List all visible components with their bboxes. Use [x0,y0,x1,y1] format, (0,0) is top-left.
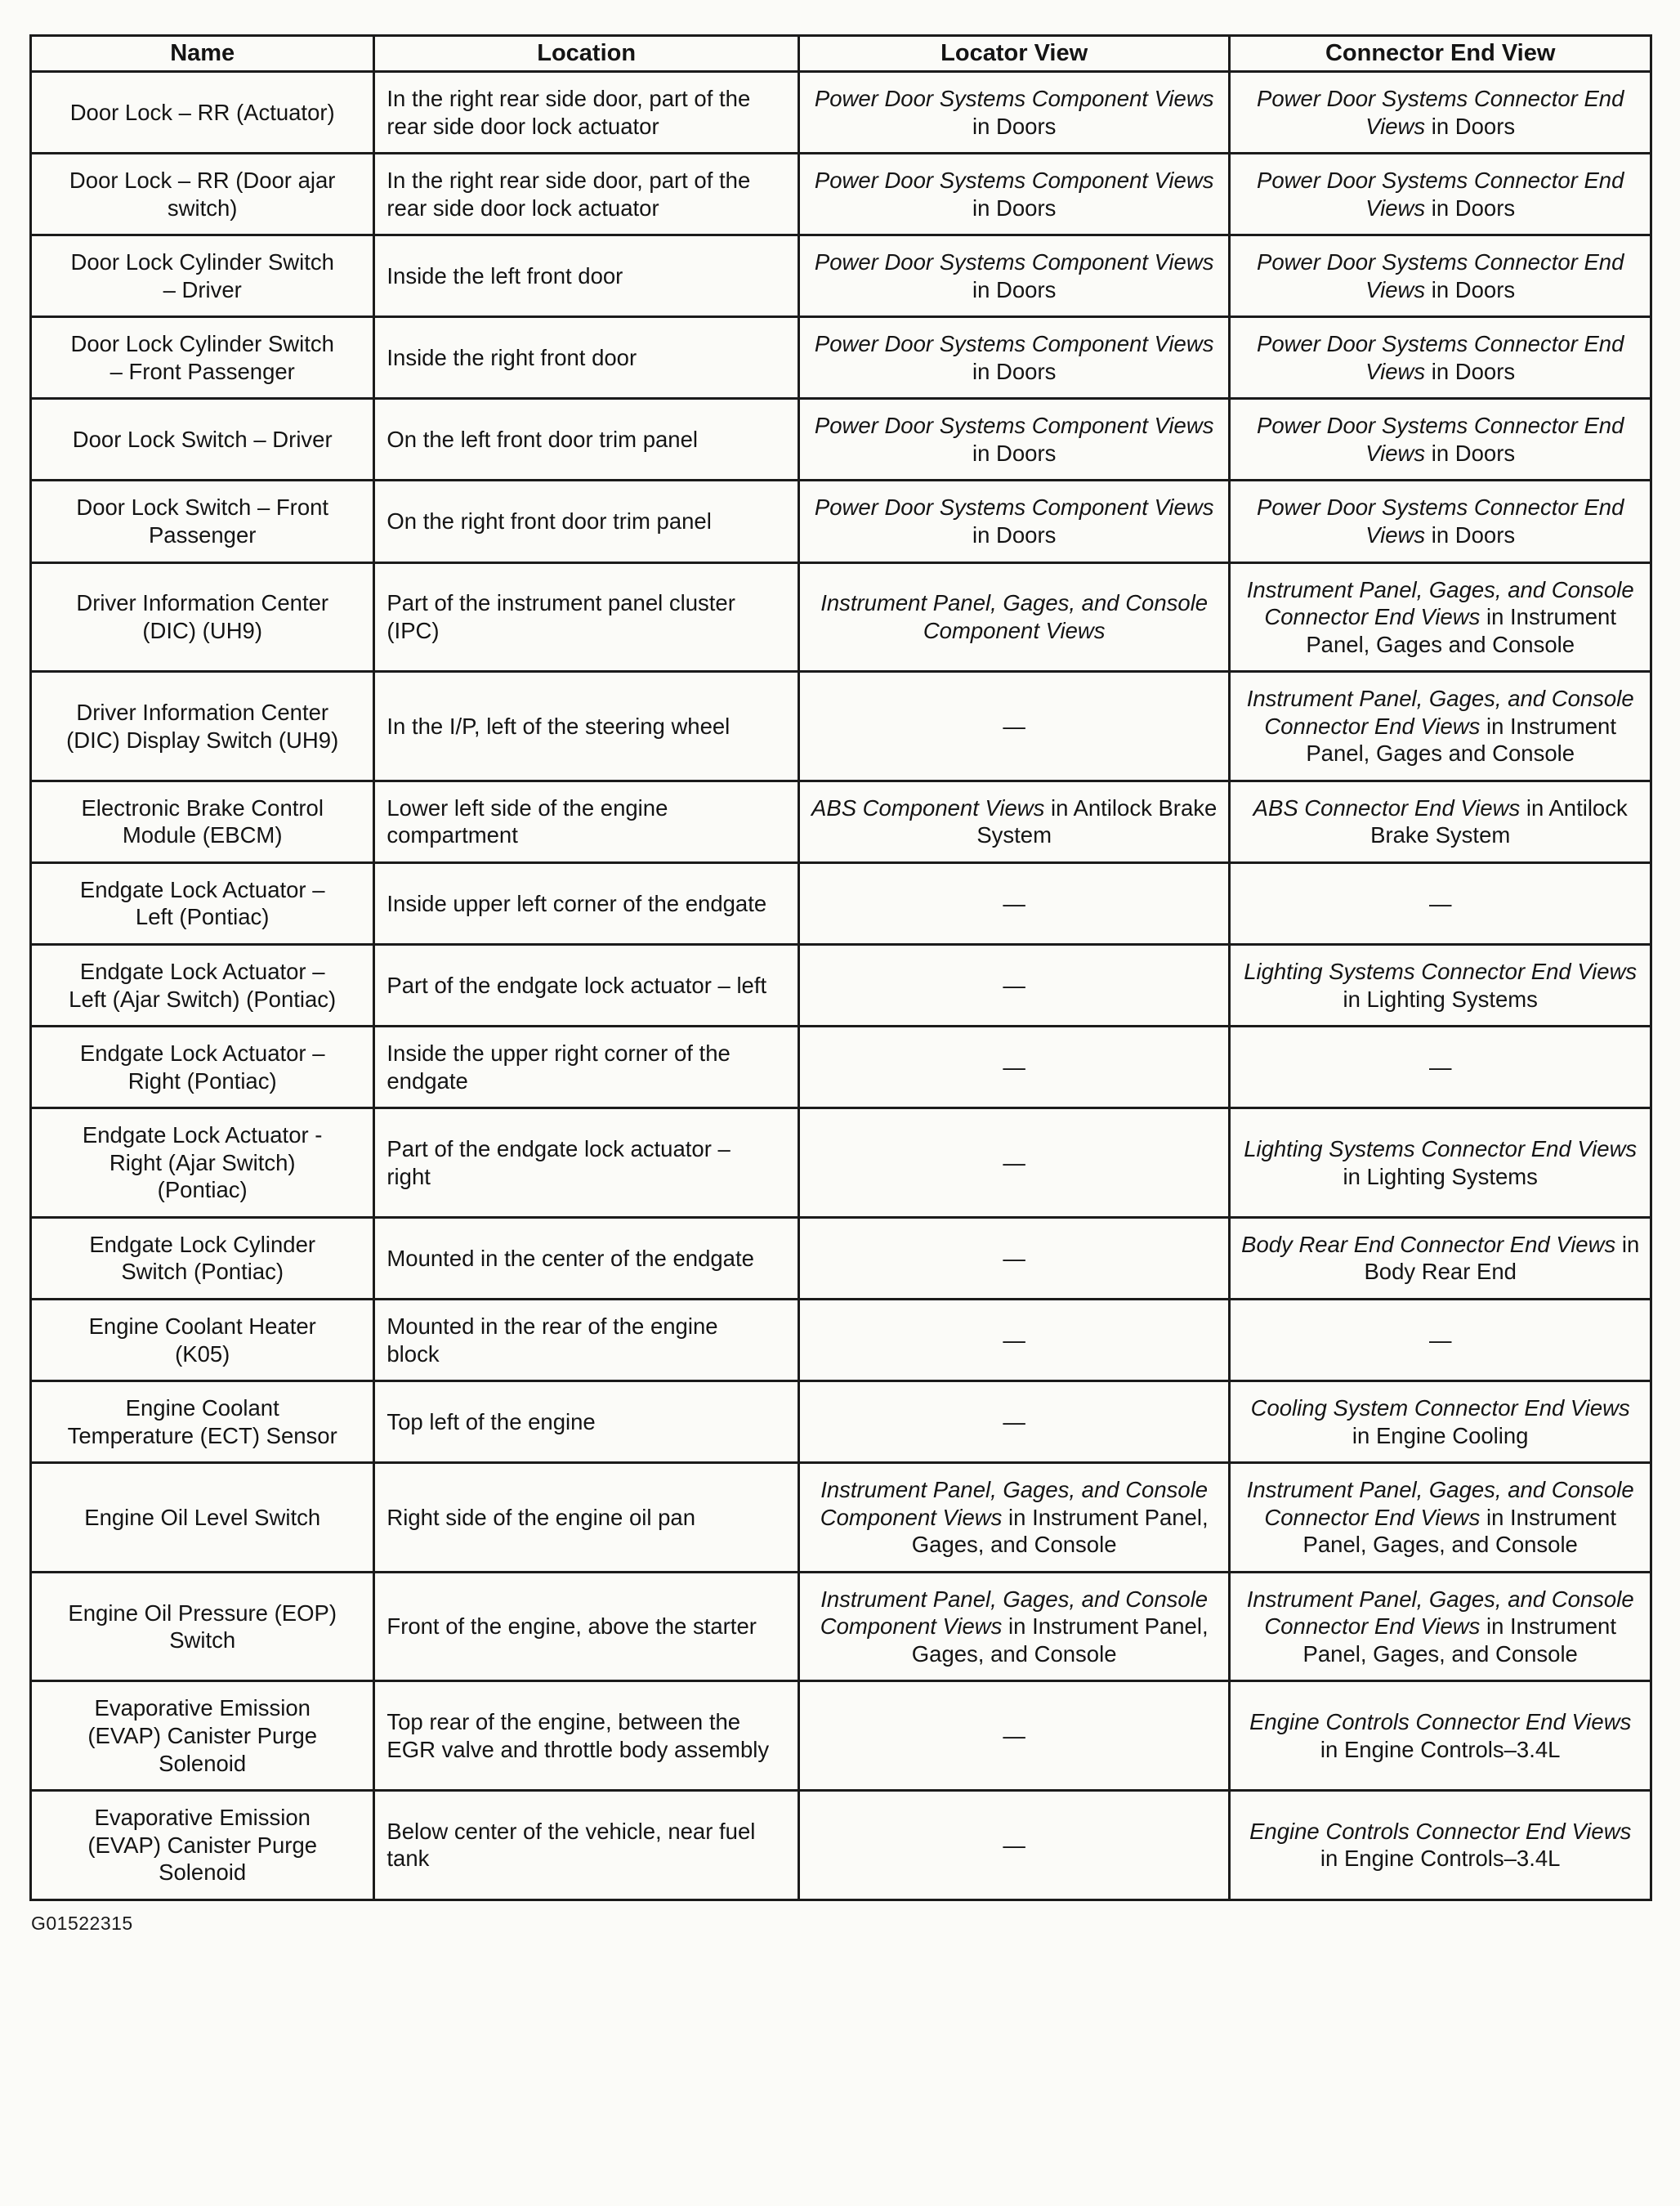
component-name-cell: Door Lock – RR (Door ajar switch) [31,154,374,235]
location-cell: In the I/P, left of the steering wheel [374,672,799,781]
component-name-cell: Evaporative Emission (EVAP) Canister Purge Solenoid [31,1681,374,1791]
view-reference-text: in Instrument Panel, Gages, and Console [1302,1504,1616,1558]
view-reference-text: — [1003,1054,1025,1080]
location-cell: Right side of the engine oil pan [374,1463,799,1573]
table-row [31,235,1651,317]
locator-view-cell [798,1027,1229,1108]
location-cell: Part of the endgate lock actuator – right [374,1108,799,1218]
component-name-cell: Endgate Lock Cylinder Switch (Pontiac) [31,1217,374,1299]
connector-end-view-cell [1230,72,1651,154]
location-cell: Front of the engine, above the starter [374,1572,799,1681]
table-row [31,1108,1651,1218]
location-cell: Mounted in the center of the endgate [374,1217,799,1299]
component-name-cell: Driver Information Center (DIC) Display Switch (UH9) [31,672,374,781]
locator-view-cell [798,1463,1229,1573]
location-cell: Inside the left front door [374,235,799,317]
component-name-cell: Engine Oil Level Switch [31,1463,374,1573]
view-reference-text: in Doors [972,113,1057,139]
location-cell: Part of the endgate lock actuator – left [374,945,799,1027]
view-reference-text: in Engine Controls–3.4L [1320,1846,1561,1872]
locator-view-cell [798,317,1229,399]
table-row [31,154,1651,235]
view-reference-title: Power Door Systems Connector End Views [1257,249,1624,302]
view-reference-title: Instrument Panel, Gages, and Console Connector End Views [1246,686,1634,739]
view-reference-text: in Engine Controls–3.4L [1320,1736,1561,1762]
view-reference-text: in Doors [972,195,1057,221]
location-cell: In the right rear side door, part of the rear side door lock actuator [374,72,799,154]
column-header-location: Location [374,36,799,72]
view-reference-text: — [1003,1722,1025,1748]
table-header-row [31,36,1651,72]
view-reference-text: in Antilock Brake System [1370,794,1628,848]
table-row [31,781,1651,862]
component-name-cell: Engine Coolant Temperature (ECT) Sensor [31,1381,374,1463]
view-reference-text: — [1428,1054,1452,1080]
locator-view-cell [798,672,1229,781]
view-reference-title: Instrument Panel, Gages, and Console Component Views [820,590,1209,643]
locator-view-cell [798,862,1229,944]
locator-view-cell [798,235,1229,317]
view-reference-text: in Lighting Systems [1343,986,1538,1012]
connector-end-view-cell [1230,1572,1651,1681]
view-reference-text: in Instrument Panel, Gages, and Console [911,1613,1209,1667]
location-cell: Part of the instrument panel cluster (IPC) [374,562,799,672]
locator-view-cell [798,1791,1229,1900]
table-row [31,1299,1651,1380]
table-row [31,1791,1651,1900]
locator-view-cell [798,1108,1229,1218]
table-row [31,1027,1651,1108]
figure-id: G01522315 [31,1912,133,1934]
view-reference-text: in Instrument Panel, Gages, and Console [911,1504,1209,1558]
location-cell: Lower left side of the engine compartment [374,781,799,862]
connector-end-view-cell [1230,235,1651,317]
component-name-cell: Engine Oil Pressure (EOP) Switch [31,1572,374,1681]
table-row [31,1572,1651,1681]
table-row [31,399,1651,481]
view-reference-text: in Doors [1431,358,1516,384]
component-name-cell: Engine Coolant Heater (K05) [31,1299,374,1380]
view-reference-title: Lighting Systems Connector End Views [1244,1135,1638,1161]
locator-view-cell [798,1381,1229,1463]
locator-view-cell [798,562,1229,672]
view-reference-title: Power Door Systems Connector End Views [1257,413,1624,466]
locator-view-cell [798,1299,1229,1380]
view-reference-title: Power Door Systems Component Views [814,331,1214,357]
view-reference-title: Power Door Systems Component Views [814,86,1214,111]
view-reference-title: Power Door Systems Connector End Views [1257,494,1624,548]
view-reference-title: Power Door Systems Connector End Views [1257,331,1624,384]
locator-view-cell [798,399,1229,481]
location-cell: Top rear of the engine, between the EGR valve and throttle body assembly [374,1681,799,1791]
table-row [31,862,1651,944]
connector-end-view-cell [1230,1108,1651,1218]
view-reference-text: in Doors [1431,195,1516,221]
view-reference-title: Engine Controls Connector End Views [1249,1709,1632,1735]
locator-view-cell [798,481,1229,562]
view-reference-title: Engine Controls Connector End Views [1249,1818,1632,1844]
view-reference-text: in Doors [972,440,1057,466]
table-row [31,1381,1651,1463]
view-reference-title: Power Door Systems Connector End Views [1257,86,1624,139]
view-reference-text: — [1003,1245,1025,1271]
connector-end-view-cell [1230,1463,1651,1573]
view-reference-title: ABS Connector End Views [1253,794,1521,821]
table-row [31,1681,1651,1791]
location-cell: In the right rear side door, part of the rear side door lock actuator [374,154,799,235]
view-reference-text: in Antilock Brake System [976,794,1218,848]
component-name-cell: Evaporative Emission (EVAP) Canister Purge Solenoid [31,1791,374,1900]
view-reference-text: — [1003,1327,1025,1353]
location-cell: On the right front door trim panel [374,481,799,562]
location-cell: Inside the right front door [374,317,799,399]
view-reference-title: Instrument Panel, Gages, and Console Component Views [820,1477,1209,1530]
view-reference-text: in Instrument Panel, Gages and Console [1306,713,1616,767]
column-header-locator-view: Locator View [798,36,1229,72]
table-body [31,72,1651,1900]
view-reference-text: — [1003,1408,1025,1434]
column-header-connector-end-view: Connector End View [1230,36,1651,72]
view-reference-text: in Doors [1431,276,1516,302]
location-cell: Below center of the vehicle, near fuel tank [374,1791,799,1900]
component-name-cell: Endgate Lock Actuator – Left (Ajar Switch) (Pontiac) [31,945,374,1027]
connector-end-view-cell [1230,317,1651,399]
connector-end-view-cell [1230,562,1651,672]
locator-view-cell [798,1217,1229,1299]
table-row [31,945,1651,1027]
view-reference-title: Power Door Systems Component Views [814,413,1214,439]
view-reference-title: Cooling System Connector End Views [1250,1395,1630,1421]
view-reference-title: Lighting Systems Connector End Views [1244,959,1638,985]
table-row [31,317,1651,399]
location-cell: Inside upper left corner of the endgate [374,862,799,944]
locator-view-cell [798,1681,1229,1791]
view-reference-text: — [1003,972,1025,998]
locator-view-cell [798,1572,1229,1681]
column-header-name: Name [31,36,374,72]
connector-end-view-cell [1230,1217,1651,1299]
view-reference-title: Instrument Panel, Gages, and Console Connector End Views [1246,1586,1634,1640]
view-reference-text: in Doors [972,522,1057,548]
component-name-cell: Door Lock Switch – Driver [31,399,374,481]
connector-end-view-cell [1230,481,1651,562]
view-reference-text: — [1003,1832,1025,1858]
connector-end-view-cell [1230,672,1651,781]
view-reference-title: Power Door Systems Connector End Views [1257,168,1624,221]
component-name-cell: Door Lock Cylinder Switch – Front Passenger [31,317,374,399]
connector-end-view-cell [1230,1299,1651,1380]
table-row [31,562,1651,672]
component-name-cell: Door Lock Cylinder Switch – Driver [31,235,374,317]
component-name-cell: Electronic Brake Control Module (EBCM) [31,781,374,862]
view-reference-text: in Lighting Systems [1343,1163,1538,1189]
view-reference-title: Power Door Systems Component Views [814,249,1214,275]
view-reference-text: — [1003,1149,1025,1175]
view-reference-text: — [1428,890,1452,916]
component-name-cell: Door Lock Switch – Front Passenger [31,481,374,562]
view-reference-text: in Doors [972,358,1057,384]
view-reference-text: — [1428,1327,1452,1353]
component-name-cell: Door Lock – RR (Actuator) [31,72,374,154]
component-name-cell: Driver Information Center (DIC) (UH9) [31,562,374,672]
connector-end-view-cell [1230,1381,1651,1463]
table-row [31,1463,1651,1573]
view-reference-title: Instrument Panel, Gages, and Console Connector End Views [1246,576,1634,630]
connector-end-view-cell [1230,399,1651,481]
view-reference-title: Power Door Systems Component Views [814,494,1214,521]
table-row [31,1217,1651,1299]
connector-end-view-cell [1230,1791,1651,1900]
connector-end-view-cell [1230,781,1651,862]
locator-view-cell [798,781,1229,862]
component-name-cell: Endgate Lock Actuator – Right (Pontiac) [31,1027,374,1108]
view-reference-text: in Body Rear End [1364,1231,1640,1285]
view-reference-text: — [1003,713,1025,739]
locator-view-cell [798,72,1229,154]
view-reference-text: in Engine Cooling [1352,1422,1529,1448]
connector-end-view-cell [1230,154,1651,235]
location-cell: Top left of the engine [374,1381,799,1463]
locator-view-cell [798,945,1229,1027]
location-cell: On the left front door trim panel [374,399,799,481]
view-reference-text: in Doors [972,276,1057,302]
view-reference-text: in Doors [1431,113,1516,139]
component-name-cell: Endgate Lock Actuator – Left (Pontiac) [31,862,374,944]
view-reference-title: Instrument Panel, Gages, and Console Connector End Views [1246,1477,1634,1530]
connector-end-view-cell [1230,1027,1651,1108]
view-reference-text: in Instrument Panel, Gages, and Console [1302,1613,1616,1667]
table-row [31,672,1651,781]
component-name-cell: Endgate Lock Actuator - Right (Ajar Switch) (Pontiac) [31,1108,374,1218]
connector-end-view-cell [1230,945,1651,1027]
view-reference-text: — [1003,890,1025,916]
view-reference-title: ABS Component Views [811,794,1045,821]
view-reference-text: in Doors [1431,440,1516,466]
view-reference-title: Body Rear End Connector End Views [1241,1231,1616,1257]
locator-view-cell [798,154,1229,235]
connector-end-view-cell [1230,1681,1651,1791]
view-reference-title: Power Door Systems Component Views [814,168,1214,194]
connector-end-view-cell [1230,862,1651,944]
view-reference-text: in Instrument Panel, Gages and Console [1306,604,1616,657]
view-reference-text: in Doors [1431,522,1516,548]
location-cell: Inside the upper right corner of the endgate [374,1027,799,1108]
component-views-table [29,34,1652,1901]
location-cell: Mounted in the rear of the engine block [374,1299,799,1380]
table-row [31,72,1651,154]
table-row [31,481,1651,562]
view-reference-title: Instrument Panel, Gages, and Console Component Views [820,1586,1209,1640]
